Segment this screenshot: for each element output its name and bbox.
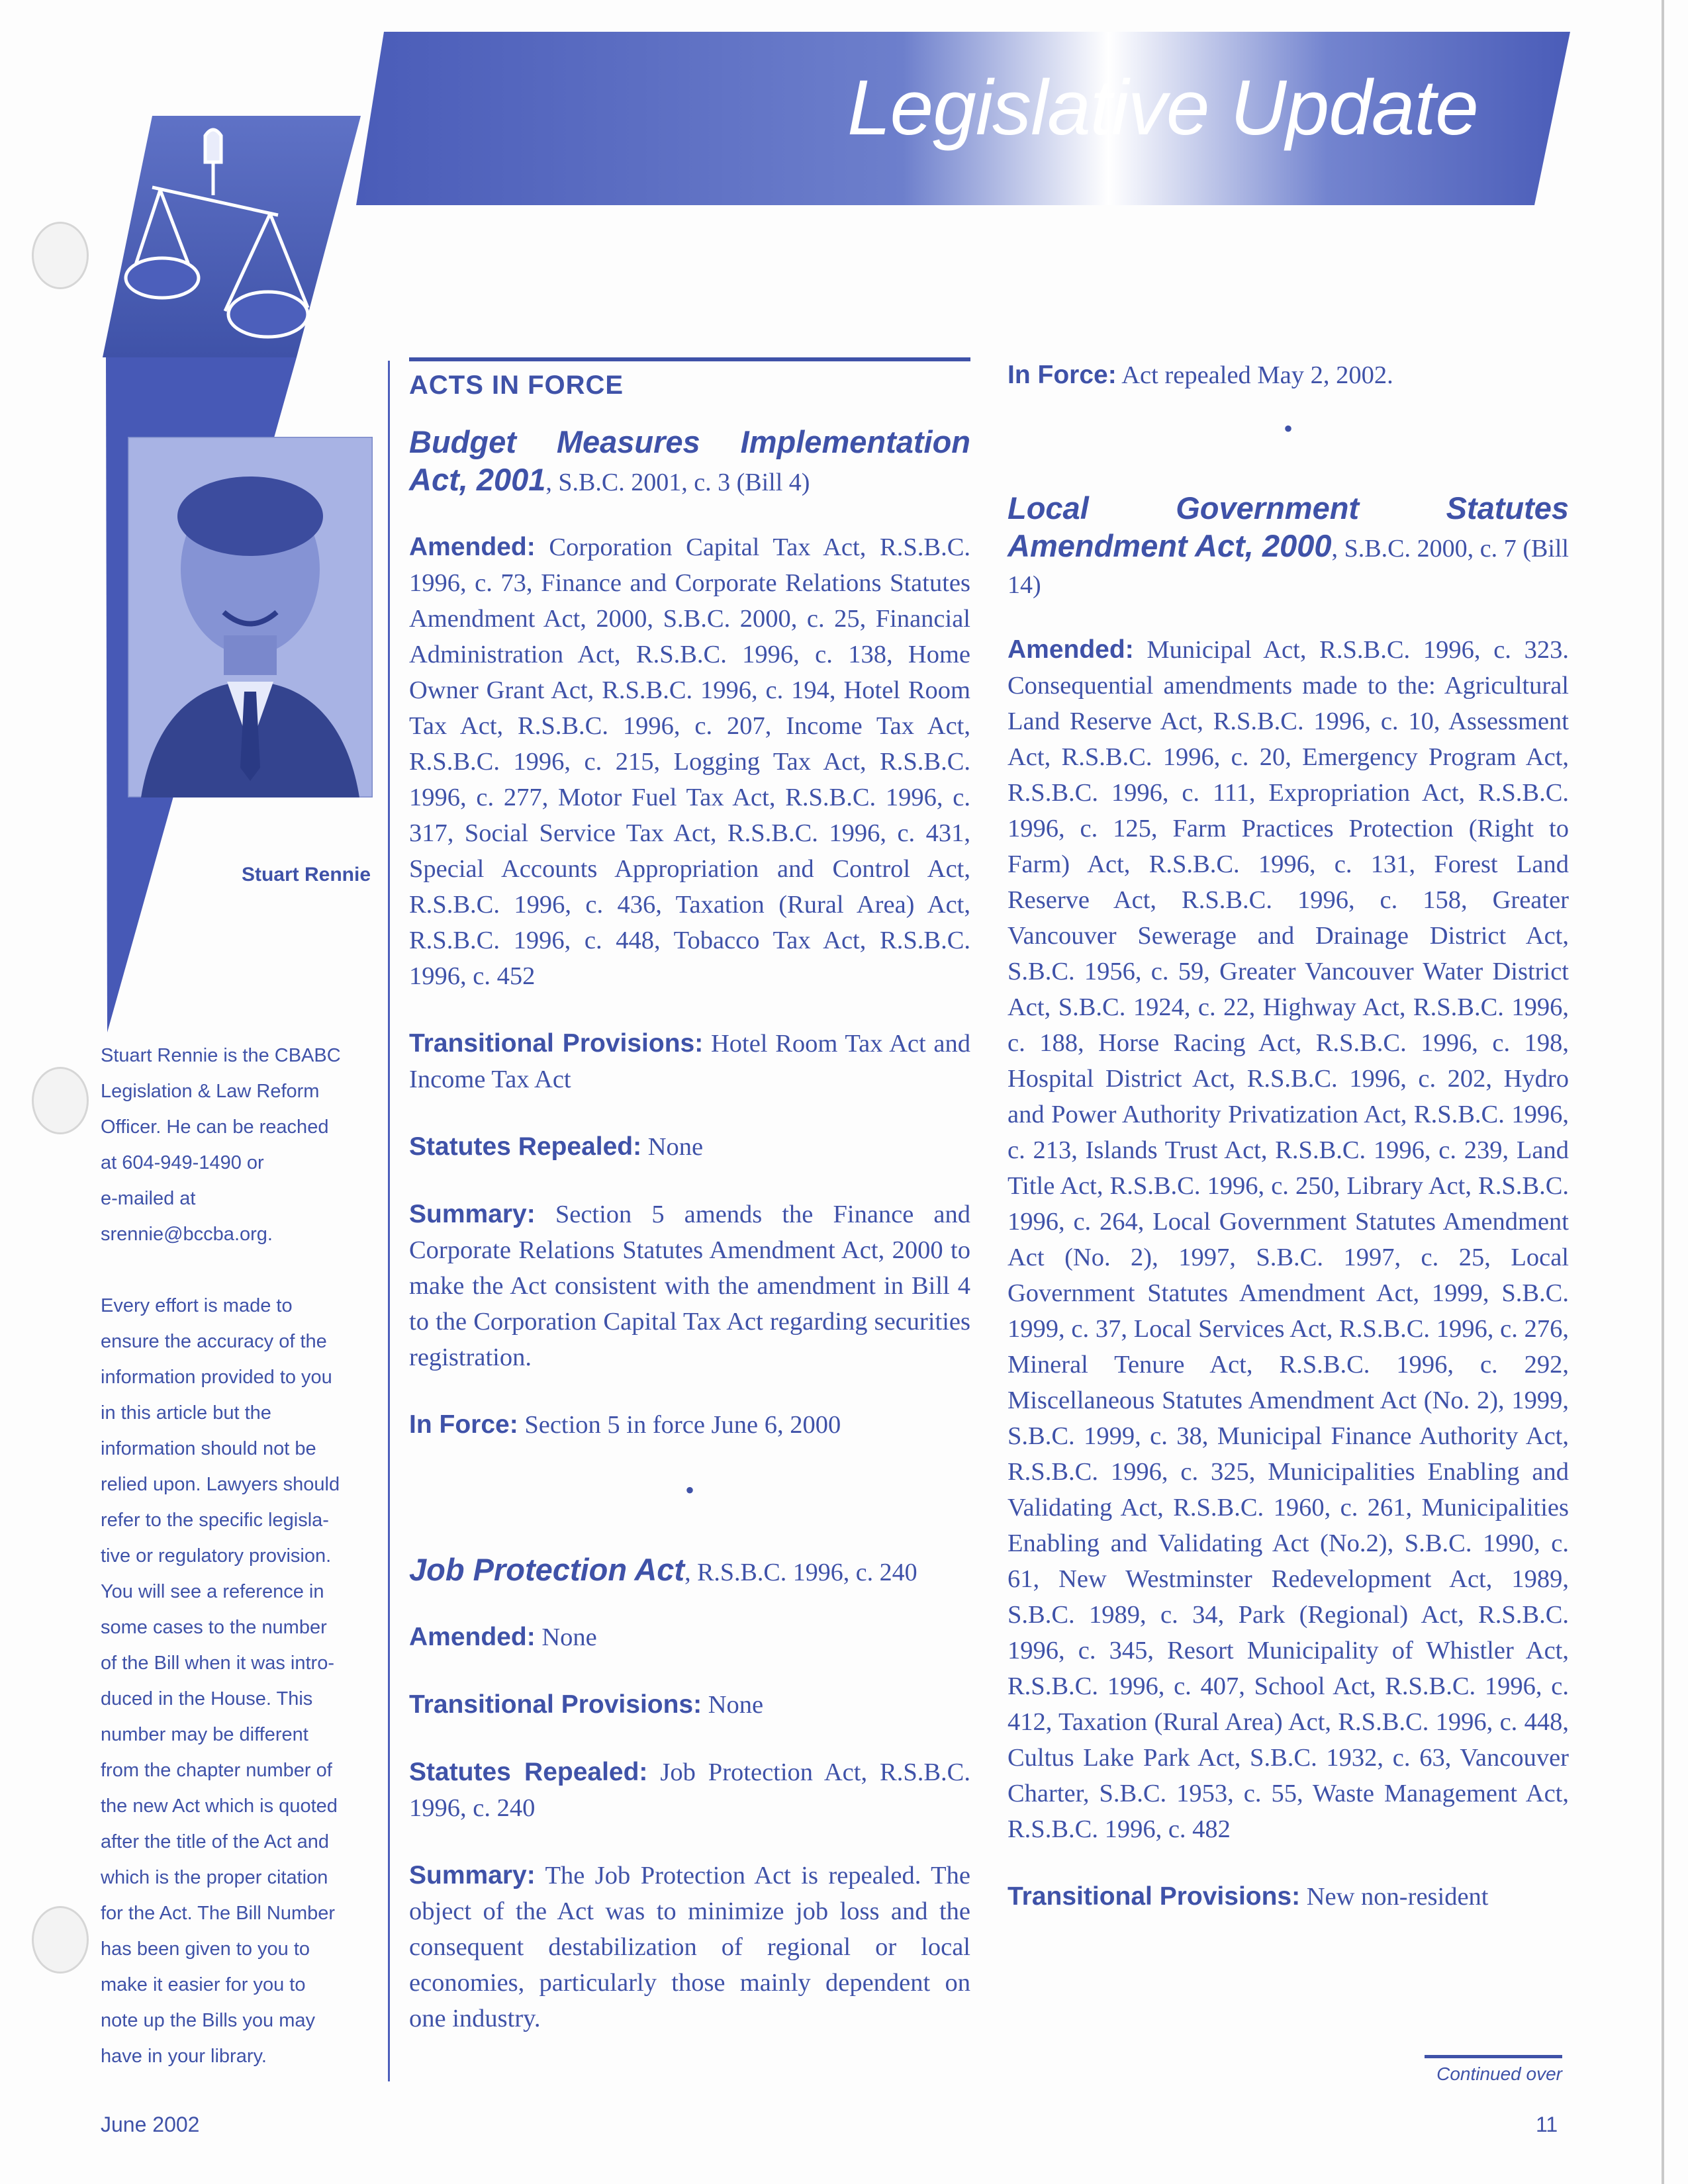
amended-entry bbox=[1008, 632, 1569, 1847]
amended-label: Amended: bbox=[409, 1623, 536, 1651]
act-citation: , S.B.C. 2000, c. 7 (Bill 14) bbox=[1008, 535, 1569, 599]
right-column bbox=[1008, 357, 1569, 1946]
disclaimer-line: number may be different bbox=[101, 1724, 308, 1745]
main-column bbox=[409, 357, 970, 2068]
disclaimer-line: tive or regulatory provision. bbox=[101, 1545, 332, 1567]
repealed-text: None bbox=[647, 1133, 704, 1161]
author-photo bbox=[128, 437, 373, 797]
disclaimer bbox=[101, 1288, 372, 2074]
disclaimer-line: duced in the House. This bbox=[101, 1688, 313, 1709]
disclaimer-line: of the Bill when it was intro- bbox=[101, 1653, 334, 1674]
amended-entry bbox=[409, 1619, 970, 1655]
disclaimer-line: make it easier for you to bbox=[101, 1974, 306, 1995]
disclaimer-line: after the title of the Act and bbox=[101, 1831, 329, 1852]
repealed-text: Job Protection Act, R.S.B.C. 1996, c. 240 bbox=[409, 1758, 970, 1822]
transitional-label: Transitional Provisions: bbox=[409, 1690, 702, 1719]
transitional-text: New non-resident bbox=[1306, 1883, 1489, 1911]
repealed-label: Statutes Repealed: bbox=[409, 1132, 642, 1161]
act-name: Budget Measures Implementation Act, 2001 bbox=[409, 424, 970, 497]
bio-line: Stuart Rennie is the CBABC bbox=[101, 1045, 341, 1066]
summary-entry bbox=[409, 1197, 970, 1375]
author-email[interactable]: srennie@bccba.org. bbox=[101, 1224, 273, 1245]
disclaimer-line: which is the proper citation bbox=[101, 1867, 328, 1888]
scales-of-justice-icon bbox=[113, 122, 311, 354]
act-name: Local Government Statutes Amendment Act, 2000 bbox=[1008, 490, 1569, 563]
summary-text: Section 5 amends the Finance and Corporate Relations Statutes Amendment Act, 2000 to make the Act consistent with the amendment in Bill 4 to the Corporation Capital Tax Act regarding securities registration. bbox=[409, 1201, 970, 1371]
act-heading bbox=[409, 1552, 970, 1590]
repealed-entry bbox=[409, 1754, 970, 1826]
amended-text: Corporation Capital Tax Act, R.S.B.C. 1996, c. 73, Finance and Corporate Relations Statutes Amendment Act, 2000, S.B.C. 2000, c. 25, Financial Administration Act, R.S.B.C. 1996, c. 138, Home Owner Grant Act, R.S.B.C. 1996, c. 194, Hotel Room Tax Act, R.S.B.C. 1996, c. 207, Income Tax Act, R.S.B.C. 1996, c. 215, Logging Tax Act, R.S.B.C. 1996, c. 277, Motor Fuel Tax Act, R.S.B.C. 1996, c. 317, Social Service Tax Act, R.S.B.C. 1996, c. 431, Special Accounts Appropriation and Control Act, R.S.B.C. 1996, c. 436, Taxation (Rural Area) Act, R.S.B.C. 1996, c. 448, Tobacco Tax Act, R.S.B.C. 1996, c. 452 bbox=[409, 533, 971, 990]
column-divider bbox=[388, 361, 390, 2081]
bio-line: e-mailed at bbox=[101, 1188, 196, 1209]
disclaimer-line: for the Act. The Bill Number bbox=[101, 1903, 336, 1924]
act-heading bbox=[409, 424, 970, 500]
bio-line: Officer. He can be reached bbox=[101, 1116, 329, 1138]
disclaimer-line: the new Act which is quoted bbox=[101, 1796, 338, 1817]
summary-label: Summary: bbox=[409, 1200, 536, 1228]
act-heading bbox=[1008, 490, 1569, 603]
amended-text: Municipal Act, R.S.B.C. 1996, c. 323. Consequential amendments made to the: Agricultural Land Reserve Act, R.S.B.C. 1996, c. 10, Assessment Act, R.S.B.C. 1996, c. 20, Emergency Program Act, R.S.B.C. 1996, c. 111, Expropriation Act, R.S.B.C. 1996, c. 125, Farm Practices Protection (Right to Farm) Act, R.S.B.C. 1996, c. 131, Forest Land Reserve Act, R.S.B.C. 1996, c. 158, Greater Vancouver Sewerage and Drainage District Act, S.B.C. 1956, c. 59, Greater Vancouver Water District Act, S.B.C. 1924, c. 22, Highway Act, R.S.B.C. 1996, c. 188, Horse Racing Act, R.S.B.C. 1996, c. 198, Hospital District Act, R.S.B.C. 1996, c. 202, Hydro and Power Authority Privatization Act, R.S.B.C. 1996, c. 213, Islands Trust Act, R.S.B.C. 1996, c. 239, Land Title Act, R.S.B.C. 1996, c. 250, Library Act, R.S.B.C. 1996, c. 264, Local Government Statutes Amendment Act (No. 2), 1997, S.B.C. 1997, c. 25, Local Government Statutes Amendment Act, 1999, S.B.C. 1999, c. 37, Local Services Act, R.S.B.C. 1996, c. 276, Mineral Tenure Act, R.S.B.C. 1996, c. 292, Miscellaneous Statutes Amendment Act (No. 2), 1999, S.B.C. 1999, c. 38, Municipal Finance Authority Act, R.S.B.C. 1996, c. 325, Municipalities Enabling and Validating Act, R.S.B.C. 1960, c. 261, Municipalities Enabling and Validating Act (No.2), S.B.C. 1990, c. 61, New Westminster Redevelopment Act, 1989, S.B.C. 1989, c. 34, Park (Regional) Act, R.S.B.C. 1996, c. 345, Resort Municipality of Whistler Act, R.S.B.C. 1996, c. 407, School Act, R.S.B.C. 1996, c. 412, Taxation (Rural Area) Act, R.S.B.C. 1996, c. 448, Cultus Lake Park Act, S.B.C. 1932, c. 63, Vancouver Charter, S.B.C. 1953, c. 55, Waste Management Act, R.S.B.C. 1996, c. 482 bbox=[1008, 636, 1569, 1843]
amended-entry bbox=[409, 529, 970, 994]
disclaimer-line: relied upon. Lawyers should bbox=[101, 1474, 340, 1495]
in-force-entry bbox=[1008, 357, 1569, 393]
disclaimer-line: note up the Bills you may bbox=[101, 2010, 316, 2031]
repealed-entry bbox=[409, 1129, 970, 1165]
disclaimer-line: ensure the accuracy of the bbox=[101, 1331, 327, 1352]
in-force-entry bbox=[409, 1407, 970, 1443]
disclaimer-line: some cases to the number bbox=[101, 1617, 327, 1638]
disclaimer-line: from the chapter number of bbox=[101, 1760, 332, 1781]
repealed-label: Statutes Repealed: bbox=[409, 1758, 648, 1786]
disclaimer-line: has been given to you to bbox=[101, 1938, 310, 1960]
act-citation: , S.B.C. 2001, c. 3 (Bill 4) bbox=[545, 469, 810, 496]
bio-line: Legislation & Law Reform bbox=[101, 1081, 320, 1102]
disclaimer-line: information should not be bbox=[101, 1438, 316, 1459]
transitional-entry bbox=[409, 1026, 970, 1097]
footer-date: June 2002 bbox=[101, 2113, 200, 2136]
sidebar-notes bbox=[101, 1038, 372, 2110]
binder-hole-middle bbox=[32, 1067, 89, 1134]
bio-line: at 604-949-1490 or bbox=[101, 1152, 264, 1173]
summary-text: The Job Protection Act is repealed. The object of the Act was to minimize job loss and the consequent destabilization of regional or local economies, particularly those mainly dependent on one industry. bbox=[409, 1862, 970, 2032]
author-name: Stuart Rennie bbox=[241, 864, 371, 886]
disclaimer-line: Every effort is made to bbox=[101, 1295, 293, 1316]
summary-label: Summary: bbox=[409, 1861, 536, 1889]
author-bio bbox=[101, 1038, 372, 1252]
section-bullet: • bbox=[684, 1475, 694, 1505]
in-force-text: Section 5 in force June 6, 2000 bbox=[524, 1411, 841, 1439]
transitional-entry bbox=[409, 1687, 970, 1723]
transitional-text: Hotel Room Tax Act and Income Tax Act bbox=[409, 1030, 971, 1093]
binder-hole-bottom bbox=[32, 1906, 89, 1974]
act-citation: , R.S.B.C. 1996, c. 240 bbox=[684, 1559, 917, 1586]
act-name: Job Protection Act bbox=[409, 1552, 685, 1587]
transitional-entry bbox=[1008, 1879, 1569, 1915]
section-title: ACTS IN FORCE bbox=[409, 357, 970, 400]
summary-entry bbox=[409, 1858, 970, 2036]
amended-label: Amended: bbox=[1008, 635, 1134, 664]
section-bullet: • bbox=[1283, 414, 1293, 443]
disclaimer-line: You will see a reference in bbox=[101, 1581, 324, 1602]
binder-hole-top bbox=[32, 222, 89, 289]
amended-text: None bbox=[541, 1623, 597, 1651]
page-edge bbox=[1662, 0, 1664, 2184]
transitional-label: Transitional Provisions: bbox=[409, 1029, 704, 1058]
disclaimer-line: refer to the specific legisla- bbox=[101, 1510, 329, 1531]
in-force-text: Act repealed May 2, 2002. bbox=[1121, 361, 1393, 389]
page-title: Legislative Update bbox=[847, 64, 1478, 152]
continued-over-note: Continued over bbox=[1425, 2055, 1562, 2085]
disclaimer-line: information provided to you bbox=[101, 1367, 332, 1388]
disclaimer-line: in this article but the bbox=[101, 1402, 271, 1424]
in-force-label: In Force: bbox=[1008, 361, 1117, 389]
transitional-text: None bbox=[708, 1691, 764, 1719]
page-number: 11 bbox=[1536, 2113, 1558, 2136]
transitional-label: Transitional Provisions: bbox=[1008, 1882, 1301, 1911]
in-force-label: In Force: bbox=[409, 1410, 518, 1439]
amended-label: Amended: bbox=[409, 533, 536, 561]
disclaimer-line: have in your library. bbox=[101, 2046, 267, 2067]
